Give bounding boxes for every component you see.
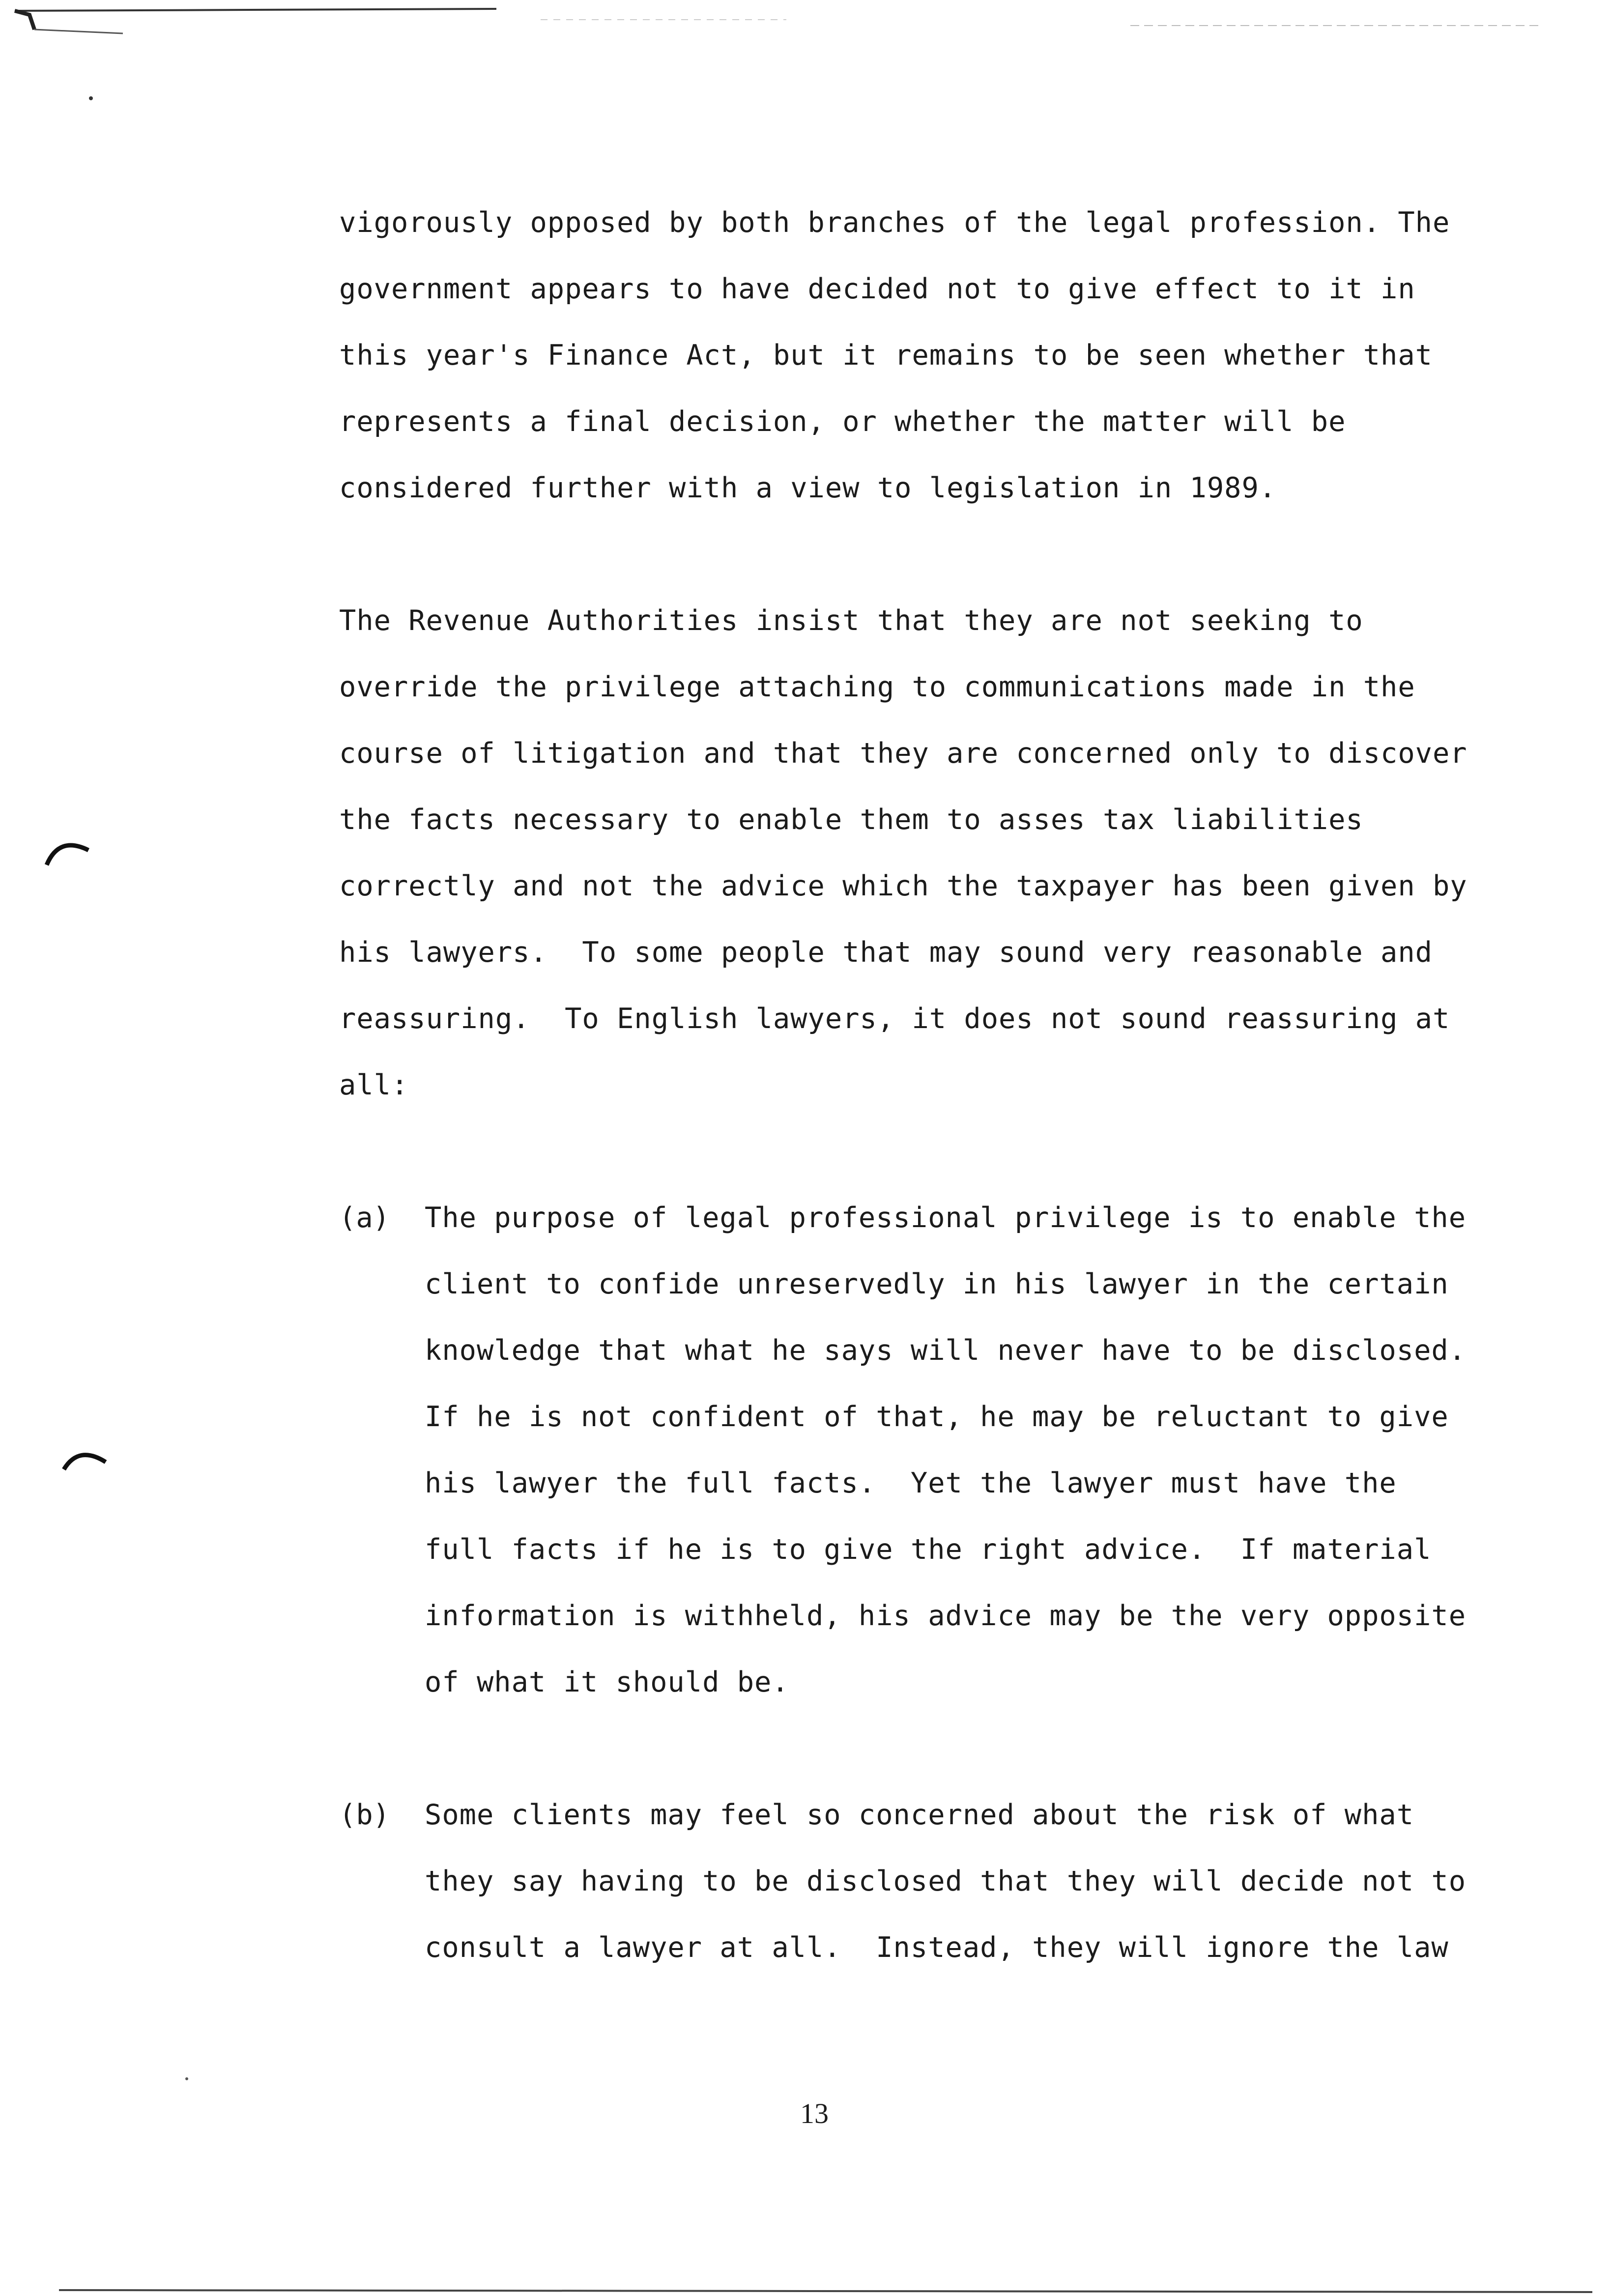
text-line: knowledge that what he says will never have to be disclosed. <box>425 1334 1467 1367</box>
page-number: 13 <box>800 2097 829 2129</box>
text-line: The Revenue Authorities insist that they are not seeking to <box>339 604 1363 637</box>
text-line: The purpose of legal professional privilege is to enable the <box>425 1202 1467 1234</box>
text-line: they say having to be disclosed that they will decide not to <box>425 1865 1467 1897</box>
text-line: full facts if he is to give the right advice. If material <box>425 1533 1432 1566</box>
text-line: course of litigation and that they are concerned only to discover <box>339 737 1468 770</box>
text-line: the facts necessary to enable them to asses tax liabilities <box>339 804 1363 836</box>
text-line: considered further with a view to legislation in 1989. <box>339 472 1277 504</box>
text-line: his lawyers. To some people that may sound very reasonable and <box>339 936 1433 969</box>
text-line: If he is not confident of that, he may be reluctant to give <box>425 1401 1449 1433</box>
text-line: his lawyer the full facts. Yet the lawyer must have the <box>425 1467 1397 1499</box>
text-line: correctly and not the advice which the taxpayer has been given by <box>339 870 1468 902</box>
text-line: information is withheld, his advice may be the very opposite <box>425 1600 1467 1632</box>
text-line: this year's Finance Act, but it remains to be seen whether that <box>339 339 1433 372</box>
text-line: override the privilege attaching to communications made in the <box>339 671 1415 703</box>
text-line: consult a lawyer at all. Instead, they will ignore the law <box>425 1931 1449 1964</box>
text-line: of what it should be. <box>425 1666 789 1698</box>
text-line: reassuring. To English lawyers, it does not sound reassuring at <box>339 1003 1450 1035</box>
text-line: Some clients may feel so concerned about the risk of what <box>425 1799 1414 1831</box>
text-line: represents a final decision, or whether the matter will be <box>339 405 1346 438</box>
text-line: all: <box>339 1069 409 1101</box>
text-line: client to confide unreservedly in his lawyer in the certain <box>425 1268 1449 1300</box>
text-line: government appears to have decided not to give effect to it in <box>339 273 1415 305</box>
text-line: vigorously opposed by both branches of the legal profession. The <box>339 206 1450 239</box>
list-marker: (b) <box>339 1799 390 1831</box>
list-marker: (a) <box>339 1202 390 1234</box>
